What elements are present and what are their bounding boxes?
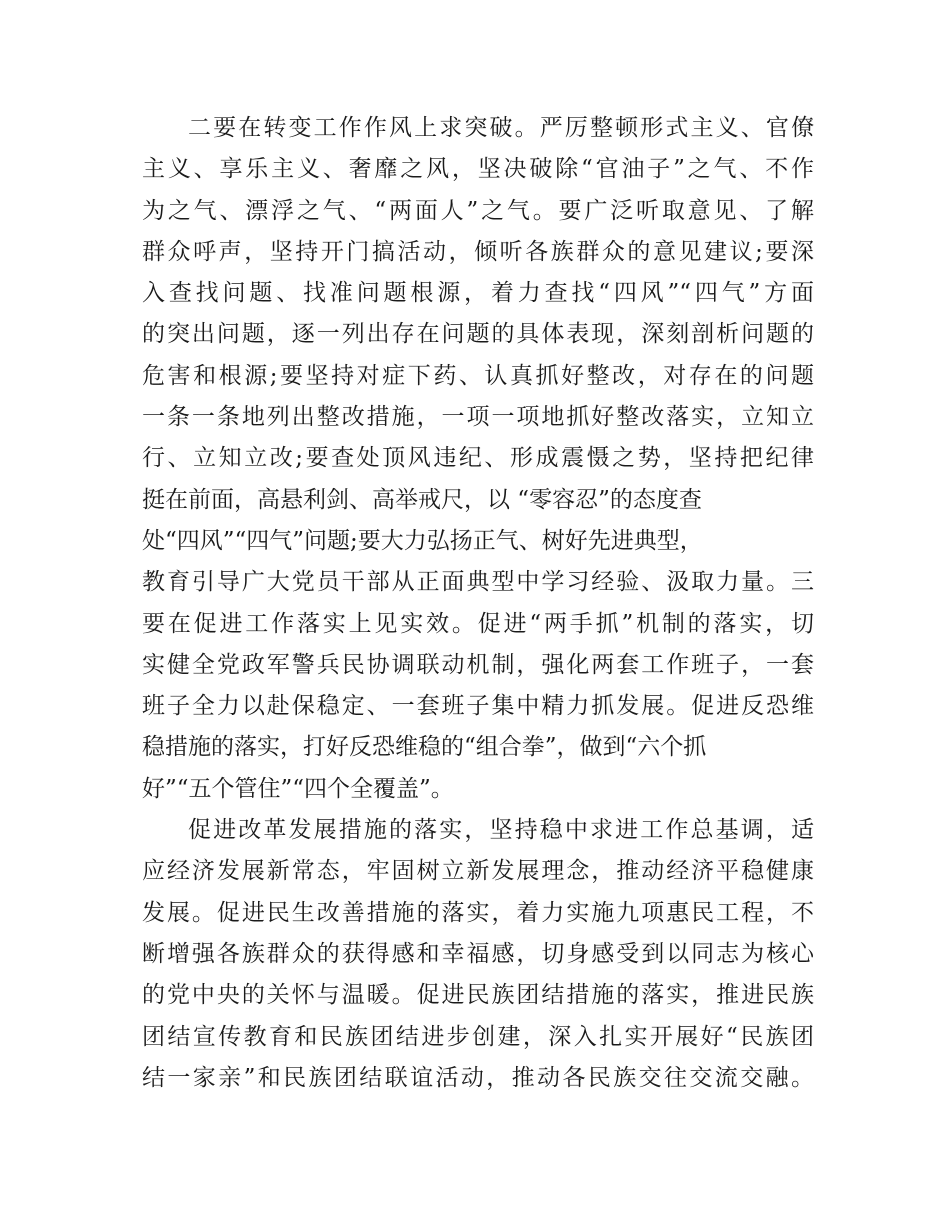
- paragraph: [142, 108, 814, 810]
- text-line: 结一家亲”和民族团结联谊活动，推动各民族交往交流交融。: [142, 1064, 814, 1091]
- text-line: 入查找问题、找准问题根源，着力查找“四风”“四气”方面: [142, 280, 814, 307]
- text-line: 行、立知立改;要查处顶风违纪、形成震慑之势，坚持把纪律: [142, 445, 814, 472]
- text-line: 的突出问题，逐一列出存在问题的具体表现，深刻剖析问题的: [142, 321, 814, 348]
- text-line: 教育引导广大党员干部从正面典型中学习经验、汲取力量。三: [142, 569, 814, 596]
- text-line: 为之气、漂浮之气、“两面人”之气。要广泛听取意见、了解: [142, 197, 814, 224]
- paragraph: [142, 810, 814, 1099]
- text-line: 稳措施的落实，打好反恐维稳的“组合拳”，做到“六个抓: [142, 734, 707, 761]
- text-line: 实健全党政军警兵民协调联动机制，强化两套工作班子，一套: [142, 651, 814, 678]
- text-line: 一条一条地列出整改措施，一项一项地抓好整改落实，立知立: [142, 404, 814, 431]
- text-line: 应经济发展新常态，牢固树立新发展理念，推动经济平稳健康: [142, 858, 814, 885]
- document-body: [142, 108, 814, 1099]
- text-line: 二要在转变工作作风上求突破。严厉整顿形式主义、官僚: [188, 115, 814, 141]
- text-line: 团结宣传教育和民族团结进步创建，深入扎实开展好“民族团: [142, 1023, 814, 1050]
- text-line: 班子全力以赴保稳定、一套班子集中精力抓发展。促进反恐维: [142, 693, 814, 720]
- text-line: 危害和根源;要坚持对症下药、认真抓好整改，对存在的问题: [142, 362, 814, 389]
- text-line: 好”“五个管住”“四个全覆盖”。: [142, 775, 454, 802]
- text-line: 断增强各族群众的获得感和幸福感，切身感受到以同志为核心: [142, 940, 814, 967]
- text-line: 挺在前面，高悬利剑、高举戒尺，以 “零容忍”的态度查: [142, 486, 702, 513]
- text-line: 促进改革发展措施的落实，坚持稳中求进工作总基调，适: [188, 817, 814, 844]
- text-line: 主义、享乐主义、奢靡之风，坚决破除“官油子”之气、不作: [142, 156, 814, 183]
- text-line: 发展。促进民生改善措施的落实，着力实施九项惠民工程，不: [142, 899, 814, 926]
- text-line: 群众呼声，坚持开门搞活动，倾听各族群众的意见建议;要深: [142, 238, 814, 265]
- text-line: 处“四风”“四气”问题;要大力弘扬正气、树好先进典型，: [142, 527, 703, 554]
- text-line: 的党中央的关怀与温暖。促进民族团结措施的落实，推进民族: [142, 982, 814, 1009]
- text-line: 要在促进工作落实上见实效。促进“两手抓”机制的落实，切: [142, 610, 814, 637]
